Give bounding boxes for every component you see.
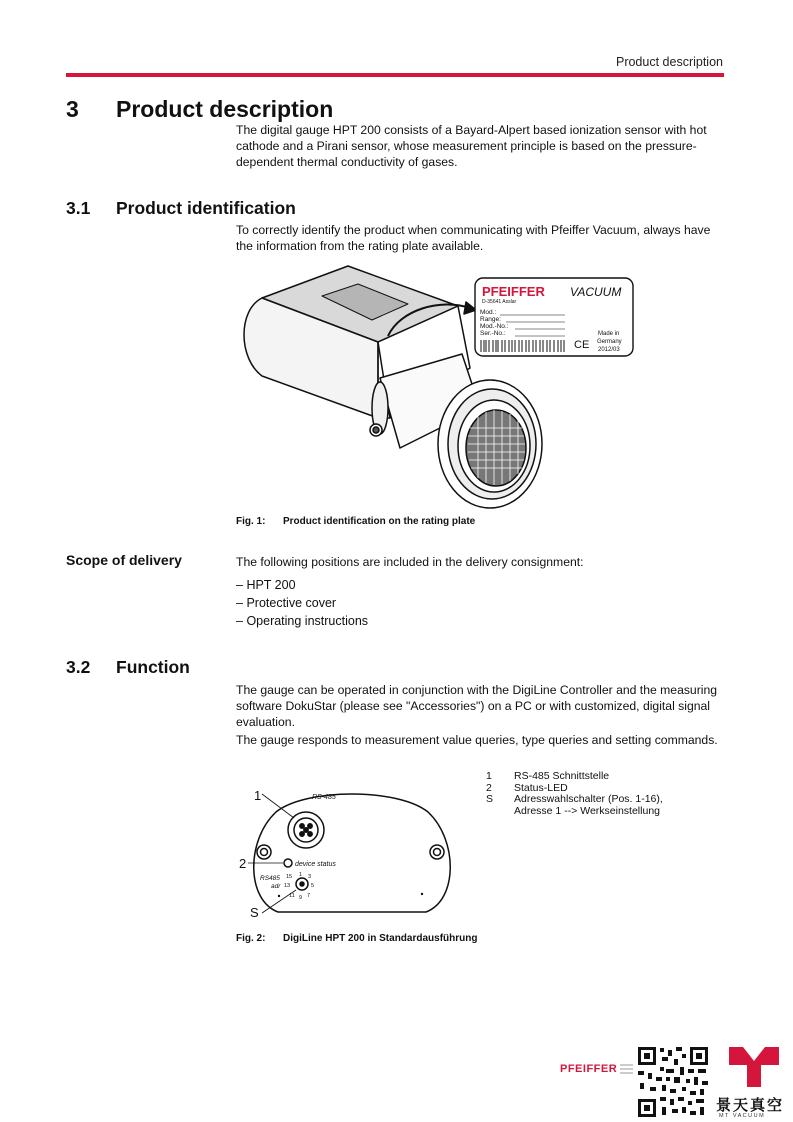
mt-logo-chars: 景天真空 — [716, 1097, 785, 1114]
section-intro: The digital gauge HPT 200 consists of a Bayard-Alpert based ionization sensor with hot cathode and a Pirani sensor, whose measurement principle is based on the pressure-dependent thermal conductivity of gases. — [236, 123, 707, 169]
plate-brand2: VACUUM — [570, 285, 622, 299]
plate-field-1: Mod.: — [480, 309, 497, 316]
dial-number: 1 — [299, 872, 303, 878]
subsection-title: Product identification — [116, 198, 296, 218]
mt-vacuum-logo-icon — [727, 1045, 781, 1089]
plate-country: Germany — [597, 339, 622, 345]
figure-2-number: Fig. 2: — [236, 933, 266, 944]
plate-made-in: Made in — [598, 331, 620, 337]
pfeiffer-logo-icon — [620, 1062, 634, 1076]
subsection-number: 3.1 — [66, 198, 91, 218]
dial-number: 9 — [299, 895, 303, 901]
legend-text: Status-LED — [514, 781, 568, 794]
adr-label: adr — [271, 883, 281, 890]
function-paragraph-1: The gauge can be operated in conjunction with the DigiLine Controller and the measuring software DokuStar (please see "Accessories") on a PC or with customized, digital signal evaluation. — [236, 683, 718, 729]
subsection-number: 3.2 — [66, 657, 91, 677]
section-number: 3 — [66, 96, 79, 122]
section-title: Product description — [116, 96, 334, 122]
dial-number: 3 — [308, 874, 312, 880]
plate-field-3: Mod.-No.: — [480, 323, 509, 330]
gauge-illustration — [230, 258, 640, 513]
figure-2-caption: DigiLine HPT 200 in Standardausführung — [283, 933, 478, 944]
legend-key: S — [486, 793, 494, 805]
header-rule — [66, 73, 724, 77]
plate-ce-mark: CE — [574, 339, 590, 351]
function-paragraph-2: The gauge responds to measurement value queries, type queries and setting commands. — [236, 733, 718, 747]
scope-intro: The following positions are included in the delivery consignment: — [236, 555, 584, 569]
legend-key: 2 — [486, 781, 492, 794]
rs485-label: RS-485 — [312, 794, 336, 801]
legend-row — [486, 794, 704, 817]
callout-2: 2 — [239, 856, 247, 871]
legend-key: 1 — [486, 770, 492, 782]
callout-s: S — [250, 905, 259, 920]
dial-number: 5 — [311, 883, 315, 889]
rating-plate — [475, 278, 633, 356]
list-item: – HPT 200 — [236, 576, 368, 594]
pfeiffer-logo-text: PFEIFFER — [560, 1063, 618, 1075]
dial-number: 13 — [284, 883, 291, 889]
subsection-text: To correctly identify the product when communicating with Pfeiffer Vacuum, always have the information from the rating plate available. — [236, 223, 711, 253]
list-item: – Protective cover — [236, 594, 368, 612]
device-status-label: device status — [295, 861, 336, 868]
plate-date: 2012/03 — [598, 347, 620, 353]
dial-number: 15 — [286, 874, 293, 880]
plate-address: D-35641 Asslar — [482, 299, 517, 305]
legend-text: Adresswahlschalter (Pos. 1-16), Adresse 1 --> Werkseinstellung — [514, 793, 663, 817]
dial-number: 7 — [307, 893, 311, 899]
legend-text: RS-485 Schnittstelle — [514, 770, 610, 782]
figure-2-legend — [486, 771, 704, 817]
scope-heading: Scope of delivery — [66, 552, 182, 568]
legend-row — [486, 771, 704, 783]
plate-field-2: Range: — [480, 316, 501, 323]
rs485-adr-label: RS485 — [260, 875, 280, 882]
scope-list — [236, 576, 368, 630]
figure-1-caption: Product identification on the rating plate — [283, 516, 476, 527]
plate-field-4: Ser.-No.: — [480, 330, 506, 337]
qr-code-icon — [636, 1045, 710, 1119]
list-item: – Operating instructions — [236, 612, 368, 630]
mt-logo-vacuum: M T V A C U U M — [719, 1113, 764, 1119]
dial-number: 11 — [289, 893, 295, 899]
callout-1: 1 — [254, 788, 262, 803]
subsection-title: Function — [116, 657, 190, 677]
gauge-front-view — [236, 780, 468, 922]
plate-brand: PFEIFFER — [482, 284, 545, 299]
figure-1-number: Fig. 1: — [236, 516, 266, 527]
running-header: Product description — [615, 55, 723, 69]
